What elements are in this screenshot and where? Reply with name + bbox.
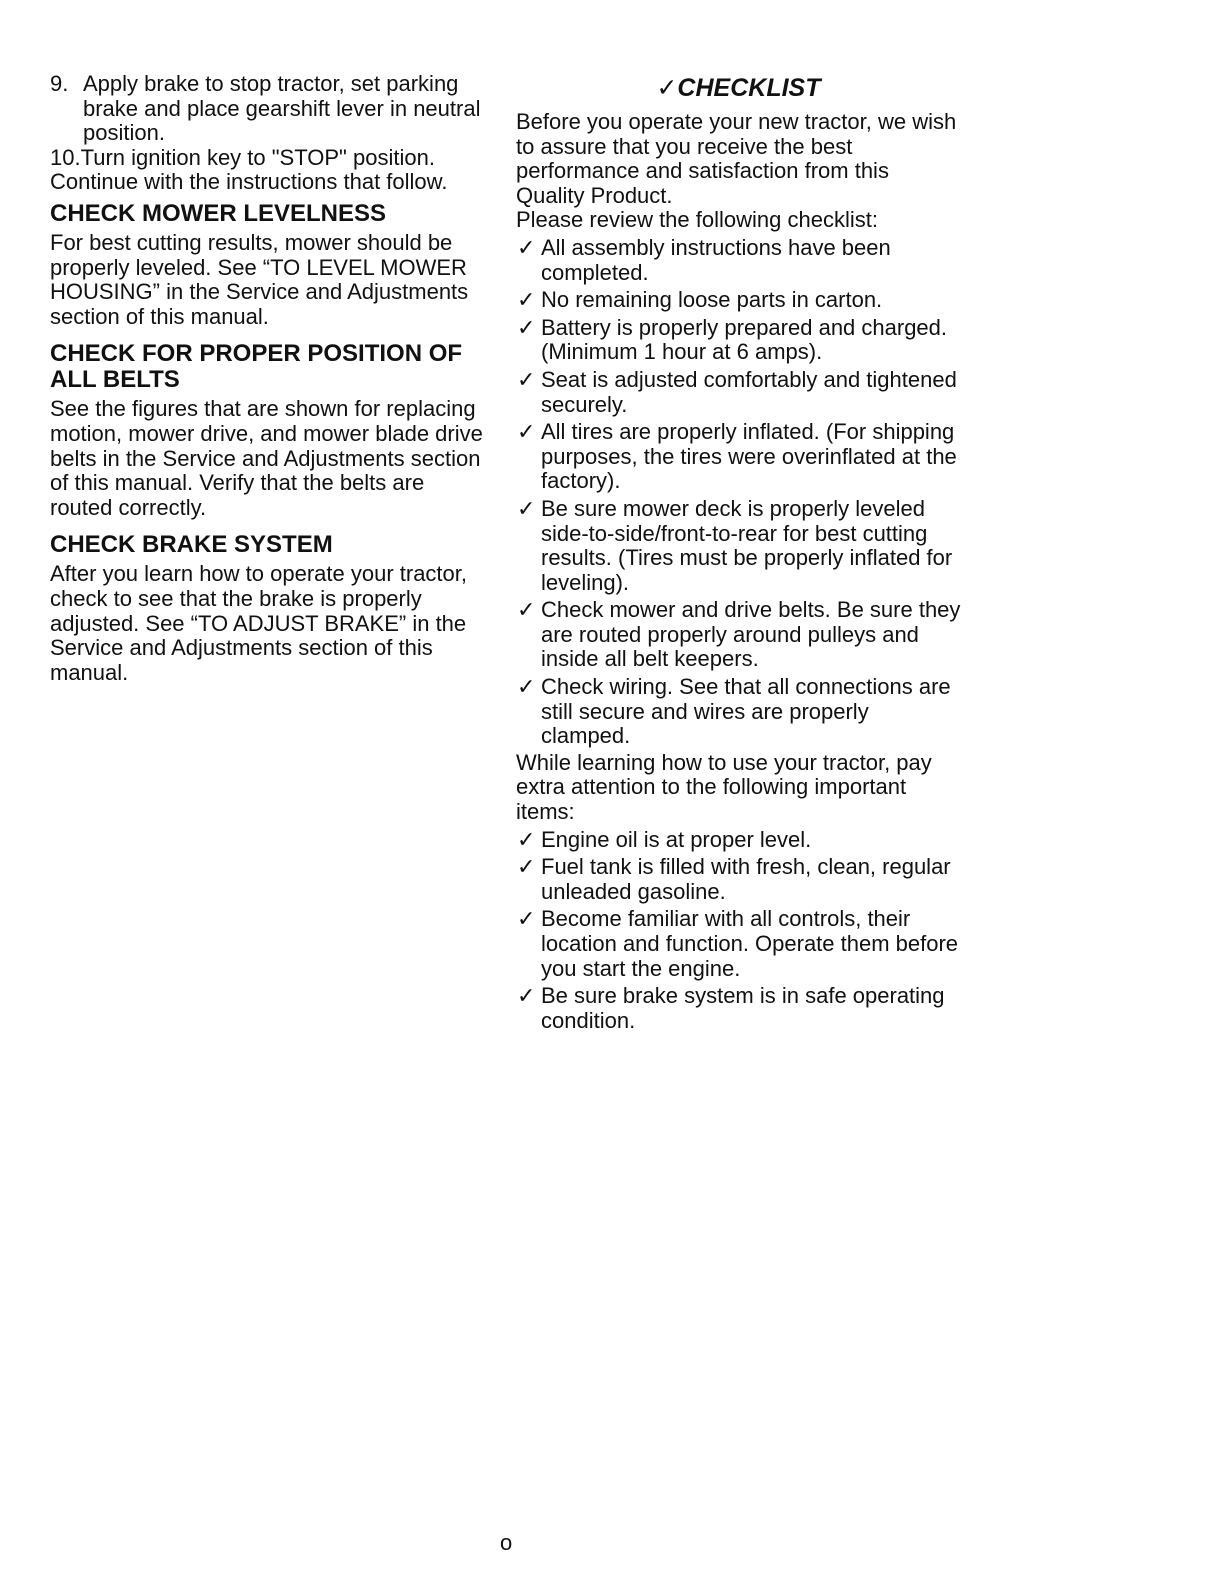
checklist-item xyxy=(516,855,961,904)
checklist-item xyxy=(516,907,961,981)
checklist-items-1 xyxy=(516,236,961,749)
checklist-item xyxy=(516,984,961,1033)
checkmark-icon: ✓ xyxy=(517,983,536,1009)
checkmark-icon: ✓ xyxy=(517,366,536,392)
checklist-item-text: Fuel tank is filled with fresh, clean, regular unleaded gasoline. xyxy=(541,854,951,904)
checklist-item-text: All assembly instructions have been completed. xyxy=(541,234,891,285)
checklist-item-text: Engine oil is at proper level. xyxy=(541,826,812,852)
checklist-item xyxy=(516,675,961,749)
checkmark-icon: ✓ xyxy=(517,854,536,880)
step-10: 10.Turn ignition key to "STOP" position. xyxy=(50,144,435,170)
checkmark-icon: ✓ xyxy=(517,906,536,932)
checklist-item-text: Seat is adjusted comfortably and tightened securely. xyxy=(541,366,957,417)
left-column xyxy=(50,72,490,685)
checkmark-icon: ✓ xyxy=(517,674,536,700)
checklist-title: ✓CHECKLIST xyxy=(656,74,821,102)
checklist-item-text: Be sure mower deck is properly leveled side-to-side/front-to-rear for best cutting results. (Tires must be properly inflated for leveling). xyxy=(541,495,953,595)
checkmark-icon: ✓ xyxy=(517,287,536,313)
checklist-intro: Before you operate your new tractor, we wish to assure that you receive the best performance and satisfaction from this Quality Product. xyxy=(516,109,957,208)
checklist-item xyxy=(516,236,961,285)
checkmark-icon: ✓ xyxy=(517,826,536,852)
checklist-item xyxy=(516,316,961,365)
checklist-item-text: Check mower and drive belts. Be sure they are routed properly around pulleys and inside all belt keepers. xyxy=(541,597,961,672)
checklist-item-text: Check wiring. See that all connections are still secure and wires are properly clamped. xyxy=(541,674,951,749)
page-number: o xyxy=(500,1530,513,1555)
step-9-text: Apply brake to stop tractor, set parking brake and place gearshift lever in neutral position. xyxy=(83,71,481,146)
checklist-item xyxy=(516,368,961,417)
checkmark-icon: ✓ xyxy=(517,314,536,340)
checklist-item-text: Battery is properly prepared and charged. (Minimum 1 hour at 6 amps). xyxy=(541,314,948,365)
checklist-item-text: All tires are properly inflated. (For shipping purposes, the tires were overinflated at the factory). xyxy=(541,419,957,494)
checkmark-icon: ✓ xyxy=(517,234,536,260)
section-body-belts: See the figures that are shown for replacing motion, mower drive, and mower blade drive belts in the Service and Adjustments section of this manual. Verify that the belts are routed correctly. xyxy=(50,396,483,520)
checklist-item xyxy=(516,288,961,313)
checkmark-icon: ✓ xyxy=(517,495,536,521)
checklist-item xyxy=(516,598,961,672)
learning-text: While learning how to use your tractor, pay extra attention to the following important items: xyxy=(516,749,932,825)
checklist-item xyxy=(516,828,961,853)
checklist-item-text: Be sure brake system is in safe operating condition. xyxy=(541,983,945,1033)
checklist-item-text: Become familiar with all controls, their location and function. Operate them before you start the engine. xyxy=(541,906,959,981)
checklist-items-2 xyxy=(516,828,961,1034)
checklist-review-line: Please review the following checklist: xyxy=(516,207,878,233)
checklist-item xyxy=(516,497,961,595)
step-9 xyxy=(50,72,490,146)
section-heading-belts: CHECK FOR PROPER POSITION OF ALL BELTS xyxy=(50,340,463,394)
section-heading-levelness: CHECK MOWER LEVELNESS xyxy=(50,199,387,227)
checklist-item-text: No remaining loose parts in carton. xyxy=(541,287,883,313)
checkmark-icon: ✓ xyxy=(517,597,536,623)
checkmark-icon: ✓ xyxy=(517,419,536,445)
section-body-levelness: For best cutting results, mower should be properly leveled. See “TO LEVEL MOWER HOUSING” in the Service and Adjustments section of this manual. xyxy=(50,229,469,329)
section-heading-brake: CHECK BRAKE SYSTEM xyxy=(50,531,333,559)
right-column xyxy=(516,72,961,1033)
section-body-brake: After you learn how to operate your tractor, check to see that the brake is properly adjusted. See “TO ADJUST BRAKE” in the Service and Adjustments section of this manual. xyxy=(50,561,468,685)
continue-text: Continue with the instructions that follow. xyxy=(50,169,448,195)
checklist-item xyxy=(516,420,961,494)
step-9-number: 9. xyxy=(50,71,69,96)
